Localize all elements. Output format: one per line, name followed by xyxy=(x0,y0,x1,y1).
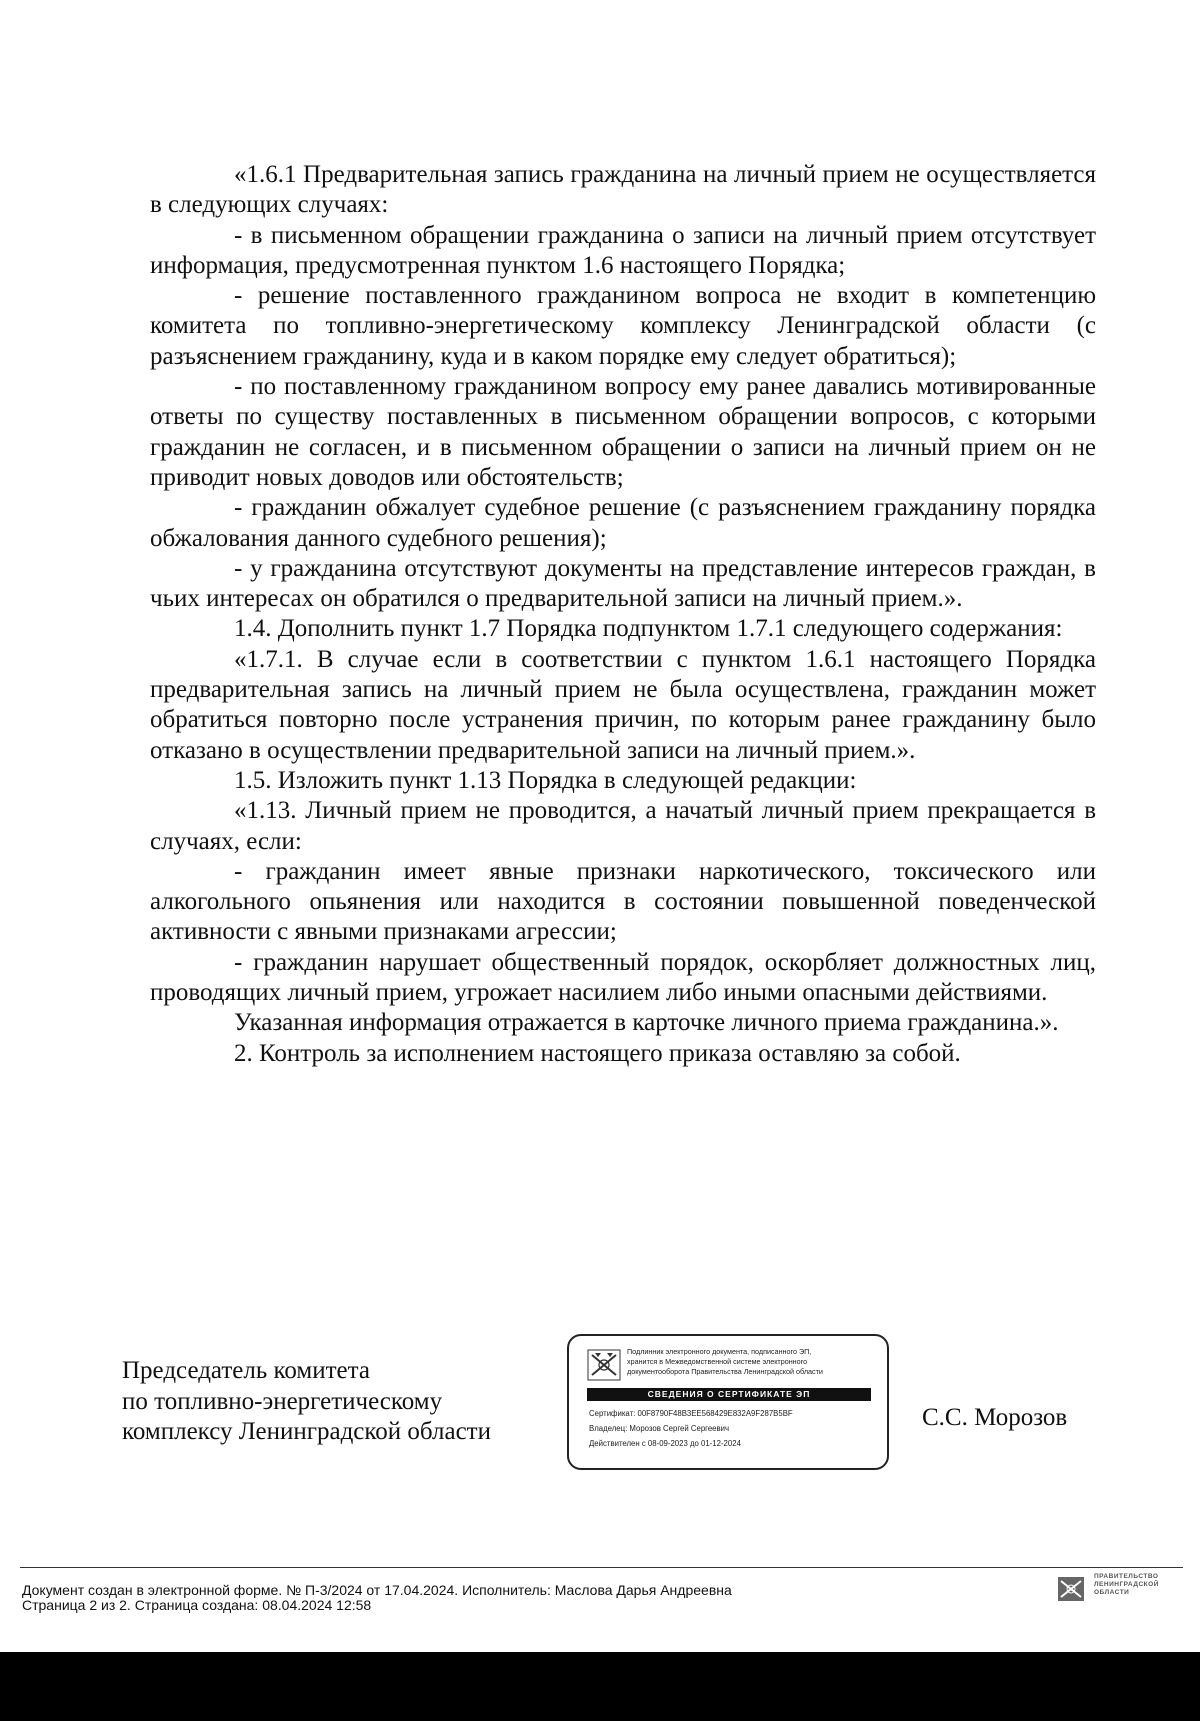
certificate-number: Сертификат: 00F8790F48B3EE568429E832A9F287B5BF xyxy=(589,1409,793,1418)
footer-info xyxy=(22,1583,732,1613)
position-line: Председатель комитета xyxy=(122,1357,370,1384)
paragraph-info-card: Указанная информация отражается в карточке личного приема гражданина.». xyxy=(234,1009,1059,1037)
stamp-note-line: документооборота Правительства Ленинградской области xyxy=(627,1367,823,1376)
list-item-court-appeal: - гражданин обжалует судебное решение (с разъяснением гражданину порядка обжалования данного судебного решения); xyxy=(150,494,1096,552)
scan-border xyxy=(0,1652,1200,1721)
list-item-intoxication: - гражданин имеет явные признаки наркотического, токсического или алкогольного опьянения или находится в состоянии повышенной поведенческой активности с явными признаками агрессии; xyxy=(150,857,1096,946)
signatory-name: С.С. Морозов xyxy=(922,1404,1068,1431)
paragraph-1-7-1: «1.7.1. В случае если в соответствии с пунктом 1.6.1 настоящего Порядка предварительная запись на личный прием не была осуществлена, гражданин может обратиться повторно после устранения причин, по которым ранее гражданину было отказано в осуществлении предварительной записи на личный прием.». xyxy=(150,645,1096,764)
logo-line: ПРАВИТЕЛЬСТВО xyxy=(1094,1573,1159,1580)
paragraph-1-4: 1.4. Дополнить пункт 1.7 Порядка подпунктом 1.7.1 следующего содержания: xyxy=(234,615,1063,643)
paragraph-2-control: 2. Контроль за исполнением настоящего приказа оставляю за собой. xyxy=(234,1039,961,1067)
certificate-owner: Владелец: Морозов Сергей Сергеевич xyxy=(589,1424,730,1433)
list-item-no-documents: - у гражданина отсутствуют документы на представление интересов граждан, в чьих интересах он обратился о предварительной записи на личный прием.». xyxy=(150,554,1096,613)
footer-divider xyxy=(20,1567,1183,1568)
footer-line: Страница 2 из 2. Страница создана: 08.04.2024 12:58 xyxy=(22,1597,372,1613)
coat-of-arms-icon xyxy=(587,1349,621,1381)
government-logo xyxy=(1058,1571,1178,1607)
list-item-public-order: - гражданин нарушает общественный порядок, оскорбляет должностных лиц, проводящих личный прием, угрожает насилием либо иными опасными действиями. xyxy=(150,948,1096,1007)
paragraph-1-6-1: «1.6.1 Предварительная запись гражданина на личный прием не осуществляется в следующих случаях: xyxy=(150,161,1096,219)
position-line: комплексу Ленинградской области xyxy=(122,1418,491,1445)
stamp-note-line: Подлинник электронного документа, подписанного ЭП, xyxy=(627,1347,812,1356)
emblem-icon xyxy=(1058,1577,1084,1601)
document-body xyxy=(150,160,1096,1069)
list-item-repeated-question: - по поставленному гражданином вопросу ему ранее давались мотивированные ответы по существу поставленных в письменном обращении вопросов, с которыми гражданин не согласен, и в письменном обращении о записи на личный прием он не приводит новых доводов или обстоятельств; xyxy=(150,373,1096,491)
logo-line: ОБЛАСТИ xyxy=(1094,1589,1130,1596)
footer-line: Документ создан в электронной форме. № П-3/2024 от 17.04.2024. Исполнитель: Маслова Дарья Андреевна xyxy=(22,1582,732,1598)
position-line: по топливно-энергетическому xyxy=(122,1387,443,1415)
list-item-out-of-competence: - решение поставленного гражданином вопроса не входит в компетенцию комитета по топливно-энергетическому комплексу Ленинградской области (с разъяснением гражданину, куда и в каком порядке ему следует обратиться); xyxy=(150,282,1096,370)
stamp-note-line: хранится в Межведомственной системе электронного xyxy=(627,1357,808,1366)
list-item-missing-info: - в письменном обращении гражданина о записи на личный прием отсутствует информация, предусмотренная пунктом 1.6 настоящего Порядка; xyxy=(150,221,1096,279)
certificate-validity: Действителен с 08-09-2023 до 01-12-2024 xyxy=(589,1439,741,1448)
paragraph-1-13: «1.13. Личный прием не проводится, а начатый личный прием прекращается в случаях, если: xyxy=(150,797,1096,855)
paragraph-1-5: 1.5. Изложить пункт 1.13 Порядка в следующей редакции: xyxy=(234,766,857,794)
electronic-signature-stamp xyxy=(567,1334,889,1470)
logo-line: ЛЕНИНГРАДСКОЙ xyxy=(1094,1581,1159,1588)
stamp-header: СВЕДЕНИЯ О СЕРТИФИКАТЕ ЭП xyxy=(587,1388,871,1401)
government-logo-text xyxy=(1094,1573,1159,1597)
signatory-position xyxy=(122,1356,491,1448)
stamp-note xyxy=(627,1347,877,1377)
